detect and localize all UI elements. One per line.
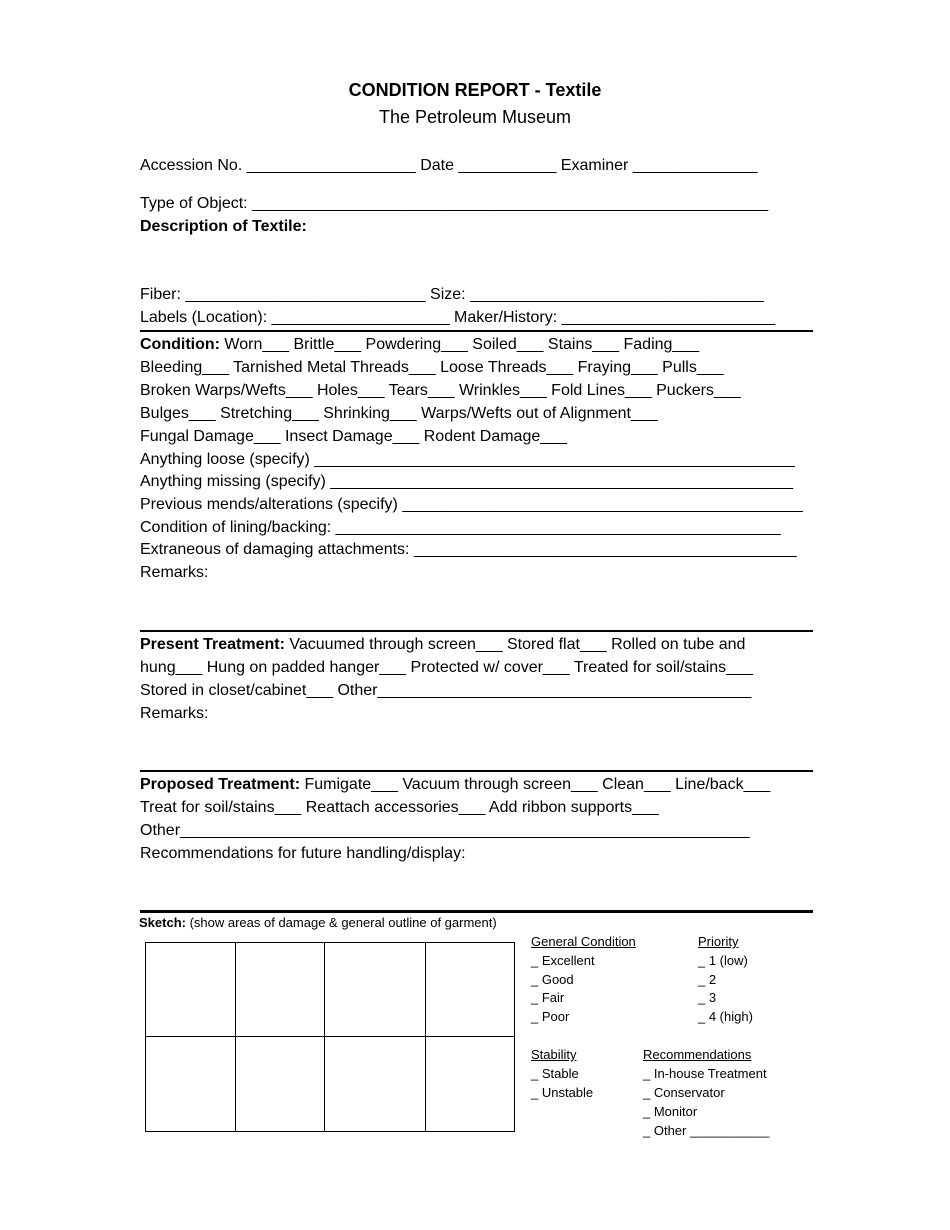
sketch-label: Sketch:	[139, 915, 186, 930]
sketch-grid-line	[324, 943, 325, 1131]
attachments-line: Extraneous of damaging attachments: ___________________________________________	[140, 541, 797, 558]
previous-mends-line: Previous mends/alterations (specify) _____________________________________________	[140, 496, 803, 513]
accession-date-examiner-line: Accession No. ___________________ Date ___________ Examiner ______________	[140, 157, 758, 174]
labels-maker-line: Labels (Location): ____________________ Maker/History: ________________________	[140, 309, 776, 326]
sketch-heading	[139, 913, 497, 932]
condition-remarks-label: Remarks:	[140, 564, 209, 581]
section-divider	[140, 770, 813, 772]
sketch-grid[interactable]	[145, 942, 515, 1132]
stability-heading: Stability	[531, 1047, 577, 1062]
present-treatment-line-1	[140, 634, 745, 656]
anything-loose-line: Anything loose (specify) ______________________________________________________	[140, 451, 795, 468]
anything-missing-line: Anything missing (specify) ____________________________________________________	[140, 473, 794, 490]
priority-option[interactable]: _ 1 (low)	[698, 953, 748, 968]
sketch-grid-line	[425, 943, 426, 1131]
condition-line-5: Fungal Damage___ Insect Damage___ Rodent Damage___	[140, 428, 567, 445]
section-divider	[140, 630, 813, 632]
condition-line-3: Broken Warps/Wefts___ Holes___ Tears___ Wrinkles___ Fold Lines___ Puckers___	[140, 382, 741, 399]
condition-line-4: Bulges___ Stretching___ Shrinking___ Warps/Wefts out of Alignment___	[140, 405, 658, 422]
proposed-treatment-label: Proposed Treatment:	[140, 776, 301, 793]
future-handling-label: Recommendations for future handling/display:	[140, 845, 466, 862]
general-condition-option[interactable]: _ Fair	[531, 990, 565, 1005]
proposed-other-line: Other________________________________________________________________	[140, 822, 750, 839]
sketch-grid-line	[235, 943, 236, 1131]
stability-option[interactable]: _ Unstable	[531, 1085, 594, 1100]
priority-heading: Priority	[698, 934, 739, 949]
condition-line-1	[140, 334, 699, 356]
priority-option[interactable]: _ 2	[698, 972, 717, 987]
recommendation-option[interactable]: _ Other ___________	[643, 1123, 770, 1138]
general-condition-option[interactable]: _ Poor	[531, 1009, 570, 1024]
recommendation-option[interactable]: _ Conservator	[643, 1085, 725, 1100]
museum-name: The Petroleum Museum	[378, 107, 572, 127]
recommendation-option[interactable]: _ In-house Treatment	[643, 1066, 767, 1081]
sketch-note: (show areas of damage & general outline of garment)	[185, 915, 497, 930]
present-treatment-line-3: Stored in closet/cabinet___ Other__________________________________________	[140, 682, 752, 699]
present-treatment-line-2: hung___ Hung on padded hanger___ Protected w/ cover___ Treated for soil/stains___	[140, 659, 753, 676]
type-of-object-line: Type of Object: __________________________________________________________	[140, 195, 769, 212]
proposed-treatment-line-1	[140, 774, 770, 796]
general-condition-heading: General Condition	[531, 934, 636, 949]
present-treatment-items-1: Vacuumed through screen___ Stored flat___ Rolled on tube and	[284, 636, 746, 653]
section-divider	[140, 330, 813, 332]
general-condition-option[interactable]: _ Good	[531, 972, 574, 987]
present-treatment-remarks-label: Remarks:	[140, 705, 209, 722]
present-treatment-label: Present Treatment:	[140, 636, 285, 653]
condition-items-1: Worn___ Brittle___ Powdering___ Soiled___ Stains___ Fading___	[219, 336, 700, 353]
priority-option[interactable]: _ 4 (high)	[698, 1009, 753, 1024]
lining-backing-line: Condition of lining/backing: __________________________________________________	[140, 519, 781, 536]
proposed-treatment-line-2: Treat for soil/stains___ Reattach accessories___ Add ribbon supports___	[140, 799, 659, 816]
fiber-size-line: Fiber: ___________________________ Size: _________________________________	[140, 286, 764, 303]
priority-option[interactable]: _ 3	[698, 990, 717, 1005]
recommendations-heading: Recommendations	[643, 1047, 752, 1062]
stability-option[interactable]: _ Stable	[531, 1066, 579, 1081]
report-title: CONDITION REPORT - Textile	[348, 80, 602, 100]
recommendation-option[interactable]: _ Monitor	[643, 1104, 698, 1119]
description-label: Description of Textile:	[140, 218, 307, 235]
condition-line-2: Bleeding___ Tarnished Metal Threads___ Loose Threads___ Fraying___ Pulls___	[140, 359, 724, 376]
general-condition-option[interactable]: _ Excellent	[531, 953, 595, 968]
sketch-grid-line	[146, 1036, 514, 1037]
proposed-treatment-items-1: Fumigate___ Vacuum through screen___ Clean___ Line/back___	[300, 776, 771, 793]
condition-label: Condition:	[140, 336, 220, 353]
